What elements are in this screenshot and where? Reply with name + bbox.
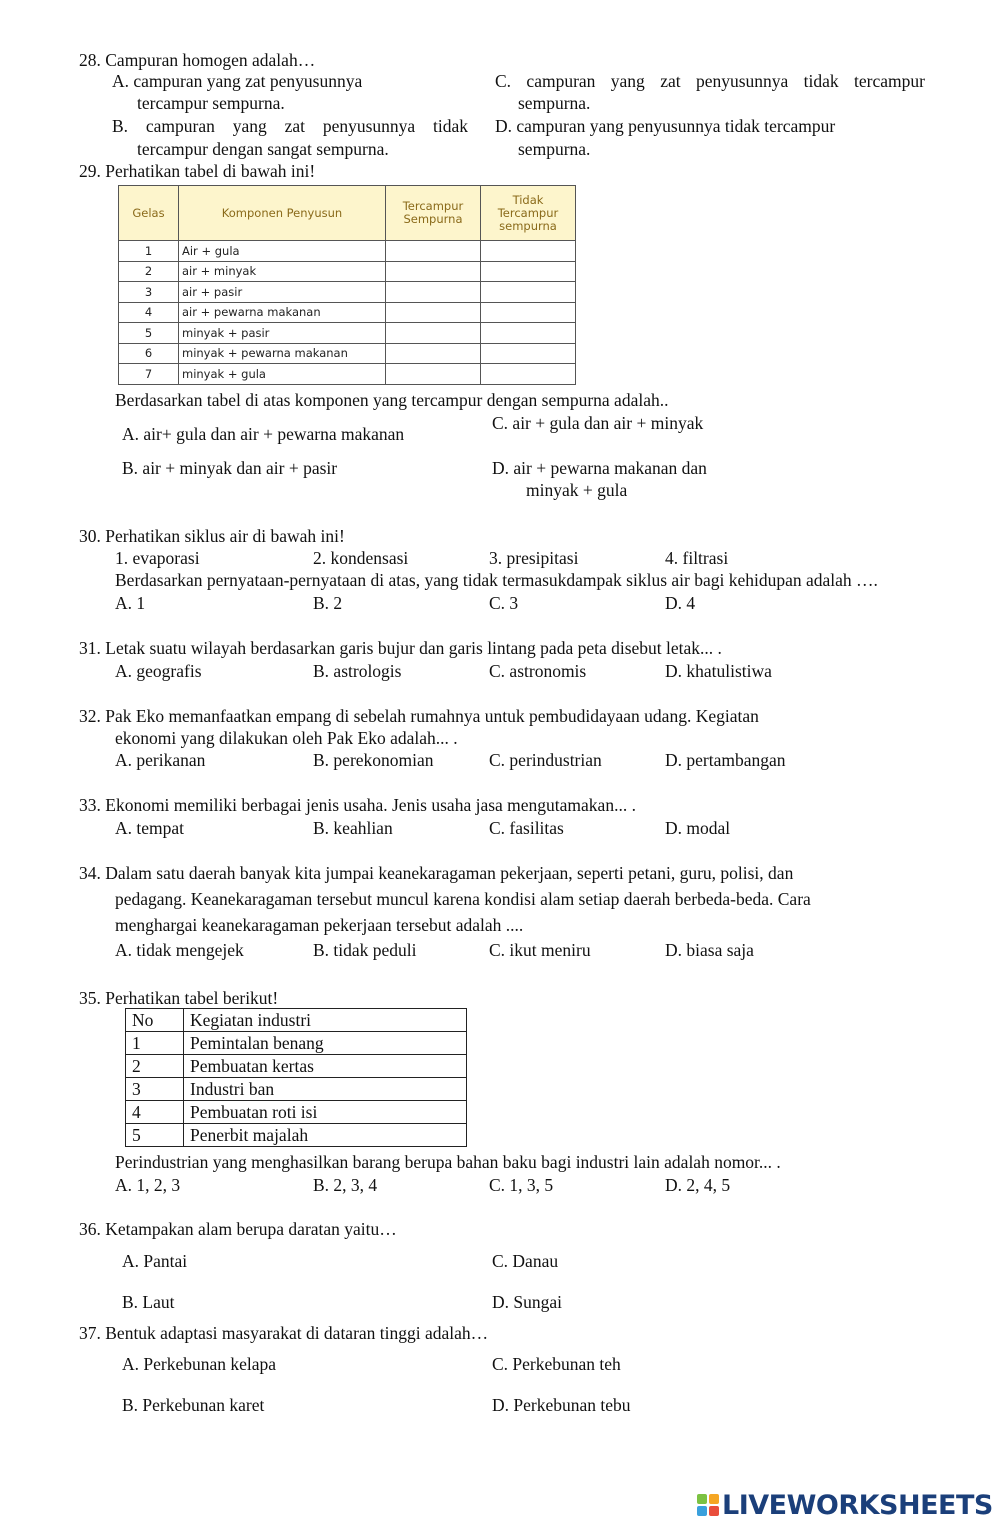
q30-item-1: 1. evaporasi — [115, 548, 200, 568]
q35-option-d[interactable]: D. 2, 4, 5 — [665, 1175, 731, 1195]
q29-row-no: 6 — [119, 343, 179, 364]
q32-option-b[interactable]: B. perekonomian — [313, 750, 434, 770]
q30-option-c[interactable]: C. 3 — [489, 593, 519, 613]
q29-header-gelas: Gelas — [119, 186, 179, 241]
q29-check-cell[interactable] — [386, 343, 481, 364]
q29-option-c[interactable]: C. air + gula dan air + minyak — [492, 413, 704, 433]
liveworksheets-logo-icon — [697, 1494, 719, 1516]
q35-stem: 35. Perhatikan tabel berikut! — [79, 988, 279, 1008]
q28-option-a-cont: tercampur sempurna. — [137, 93, 285, 113]
q29-row-komponen: air + pasir — [179, 282, 386, 303]
q37-option-d[interactable]: D. Perkebunan tebu — [492, 1395, 631, 1415]
q29-check-cell[interactable] — [386, 364, 481, 385]
liveworksheets-logo-text: LIVEWORKSHEETS — [722, 1489, 993, 1521]
q29-option-a[interactable]: A. air+ gula dan air + pewarna makanan — [122, 424, 405, 444]
q29-row-komponen: minyak + pewarna makanan — [179, 343, 386, 364]
q29-stem: 29. Perhatikan tabel di bawah ini! — [79, 161, 316, 181]
q29-row-no: 3 — [119, 282, 179, 303]
q29-option-b[interactable]: B. air + minyak dan air + pasir — [122, 458, 338, 478]
q29-check-cell[interactable] — [386, 241, 481, 262]
q29-check-cell[interactable] — [386, 261, 481, 282]
q29-row-komponen: minyak + pasir — [179, 323, 386, 344]
q29-check-cell[interactable] — [386, 302, 481, 323]
table-row — [119, 261, 576, 282]
q28-option-a: A. campuran yang zat penyusunnya — [112, 71, 363, 91]
q28-option-b: B. campuran yang zat penyusunnya tidak — [112, 116, 468, 136]
q33-option-b[interactable]: B. keahlian — [313, 818, 393, 838]
q36-stem: 36. Ketampakan alam berupa daratan yaitu… — [79, 1219, 397, 1239]
table-row — [119, 241, 576, 262]
q35-row-no: 5 — [126, 1124, 184, 1147]
q28-option-d-cont: sempurna. — [518, 139, 591, 159]
q37-option-b[interactable]: B. Perkebunan karet — [122, 1395, 265, 1415]
q29-row-no: 1 — [119, 241, 179, 262]
q29-check-cell[interactable] — [481, 302, 576, 323]
q35-option-a[interactable]: A. 1, 2, 3 — [115, 1175, 181, 1195]
q29-row-komponen: Air + gula — [179, 241, 386, 262]
q35-question: Perindustrian yang menghasilkan barang berupa bahan baku bagi industri lain adalah nomor... . — [115, 1152, 781, 1172]
q35-row-no: 2 — [126, 1055, 184, 1078]
q28-option-c: C. campuran yang zat penyusunnya tidak tercampur — [495, 71, 925, 91]
q35-row-kegiatan: Pembuatan kertas — [184, 1055, 467, 1078]
q32-stem: 32. Pak Eko memanfaatkan empang di sebelah rumahnya untuk pembudidayaan udang. Kegiatan — [79, 706, 759, 726]
q37-option-c[interactable]: C. Perkebunan teh — [492, 1354, 621, 1374]
q35-row-kegiatan: Pemintalan benang — [184, 1032, 467, 1055]
q29-check-cell[interactable] — [386, 282, 481, 303]
q29-check-cell[interactable] — [386, 323, 481, 344]
q29-row-no: 4 — [119, 302, 179, 323]
table-row — [126, 1032, 467, 1055]
q32-option-a[interactable]: A. perikanan — [115, 750, 206, 770]
q29-question: Berdasarkan tabel di atas komponen yang tercampur dengan sempurna adalah.. — [115, 390, 669, 410]
q29-row-komponen: minyak + gula — [179, 364, 386, 385]
q34-option-b[interactable]: B. tidak peduli — [313, 940, 417, 960]
q29-header-tidak-tercampur: Tidak Tercampur sempurna — [481, 186, 576, 241]
q30-stem: 30. Perhatikan siklus air di bawah ini! — [79, 526, 345, 546]
q32-stem-cont: ekonomi yang dilakukan oleh Pak Eko adalah... . — [115, 728, 458, 748]
q34-stem-cont1: pedagang. Keanekaragaman tersebut muncul karena kondisi alam setiap daerah berbeda-beda. Cara — [115, 889, 811, 909]
q34-option-a[interactable]: A. tidak mengejek — [115, 940, 244, 960]
table-row — [119, 282, 576, 303]
q30-item-2: 2. kondensasi — [313, 548, 409, 568]
q32-option-c[interactable]: C. perindustrian — [489, 750, 602, 770]
q36-option-a[interactable]: A. Pantai — [122, 1251, 188, 1271]
q35-header-kegiatan: Kegiatan industri — [184, 1009, 467, 1032]
q36-option-b[interactable]: B. Laut — [122, 1292, 175, 1312]
q30-item-3: 3. presipitasi — [489, 548, 579, 568]
table-row — [126, 1124, 467, 1147]
q36-option-c[interactable]: C. Danau — [492, 1251, 559, 1271]
q35-header-no: No — [126, 1009, 184, 1032]
q33-option-a[interactable]: A. tempat — [115, 818, 185, 838]
q29-row-no: 7 — [119, 364, 179, 385]
q35-row-no: 3 — [126, 1078, 184, 1101]
q37-stem: 37. Bentuk adaptasi masyarakat di dataran tinggi adalah… — [79, 1323, 489, 1343]
q29-row-no: 5 — [119, 323, 179, 344]
q35-row-no: 4 — [126, 1101, 184, 1124]
q35-table — [125, 1008, 467, 1147]
q29-table — [118, 185, 576, 385]
q31-option-d[interactable]: D. khatulistiwa — [665, 661, 772, 681]
q34-option-c[interactable]: C. ikut meniru — [489, 940, 591, 960]
q30-option-b[interactable]: B. 2 — [313, 593, 343, 613]
q28-option-d: D. campuran yang penyusunnya tidak tercampur — [495, 116, 836, 136]
q29-check-cell[interactable] — [481, 241, 576, 262]
q32-option-d[interactable]: D. pertambangan — [665, 750, 786, 770]
table-row — [119, 364, 576, 385]
q29-option-d[interactable]: D. air + pewarna makanan dan — [492, 458, 707, 478]
q30-question: Berdasarkan pernyataan-pernyataan di atas, yang tidak termasukdampak siklus air bagi kehidupan adalah …. — [115, 570, 878, 590]
q28-option-c-cont: sempurna. — [518, 93, 591, 113]
q31-option-c[interactable]: C. astronomis — [489, 661, 587, 681]
q34-stem-cont2: menghargai keanekaragaman pekerjaan tersebut adalah .... — [115, 915, 524, 935]
q31-option-a[interactable]: A. geografis — [115, 661, 202, 681]
q29-check-cell[interactable] — [481, 364, 576, 385]
q35-row-kegiatan: Penerbit majalah — [184, 1124, 467, 1147]
q33-option-d[interactable]: D. modal — [665, 818, 731, 838]
liveworksheets-logo[interactable] — [697, 1488, 993, 1522]
q28-option-b-cont: tercampur dengan sangat sempurna. — [137, 139, 389, 159]
q34-option-d[interactable]: D. biasa saja — [665, 940, 754, 960]
q33-stem: 33. Ekonomi memiliki berbagai jenis usaha. Jenis usaha jasa mengutamakan... . — [79, 795, 636, 815]
q35-row-kegiatan: Pembuatan roti isi — [184, 1101, 467, 1124]
q37-option-a[interactable]: A. Perkebunan kelapa — [122, 1354, 277, 1374]
table-row — [119, 323, 576, 344]
table-row — [126, 1055, 467, 1078]
q29-option-d-cont: minyak + gula — [526, 480, 628, 500]
q29-check-cell[interactable] — [481, 323, 576, 344]
q34-stem: 34. Dalam satu daerah banyak kita jumpai keanekaragaman pekerjaan, seperti petani, guru, polisi, dan — [79, 863, 794, 883]
table-row — [119, 343, 576, 364]
q35-option-c[interactable]: C. 1, 3, 5 — [489, 1175, 554, 1195]
q35-row-kegiatan: Industri ban — [184, 1078, 467, 1101]
q29-row-komponen: air + pewarna makanan — [179, 302, 386, 323]
q31-stem: 31. Letak suatu wilayah berdasarkan garis bujur dan garis lintang pada peta disebut letak... . — [79, 638, 722, 658]
q29-check-cell[interactable] — [481, 261, 576, 282]
q30-option-a[interactable]: A. 1 — [115, 593, 146, 613]
q29-check-cell[interactable] — [481, 343, 576, 364]
q29-header-tercampur: Tercampur Sempurna — [386, 186, 481, 241]
q35-option-b[interactable]: B. 2, 3, 4 — [313, 1175, 378, 1195]
q29-row-no: 2 — [119, 261, 179, 282]
q31-option-b[interactable]: B. astrologis — [313, 661, 402, 681]
table-row — [126, 1078, 467, 1101]
q28-stem: 28. Campuran homogen adalah… — [79, 50, 316, 70]
q29-row-komponen: air + minyak — [179, 261, 386, 282]
q36-option-d[interactable]: D. Sungai — [492, 1292, 562, 1312]
table-row — [119, 302, 576, 323]
q35-row-no: 1 — [126, 1032, 184, 1055]
q29-header-komponen: Komponen Penyusun — [179, 186, 386, 241]
q33-option-c[interactable]: C. fasilitas — [489, 818, 564, 838]
table-row — [126, 1101, 467, 1124]
q30-option-d[interactable]: D. 4 — [665, 593, 696, 613]
q29-check-cell[interactable] — [481, 282, 576, 303]
q30-item-4: 4. filtrasi — [665, 548, 729, 568]
